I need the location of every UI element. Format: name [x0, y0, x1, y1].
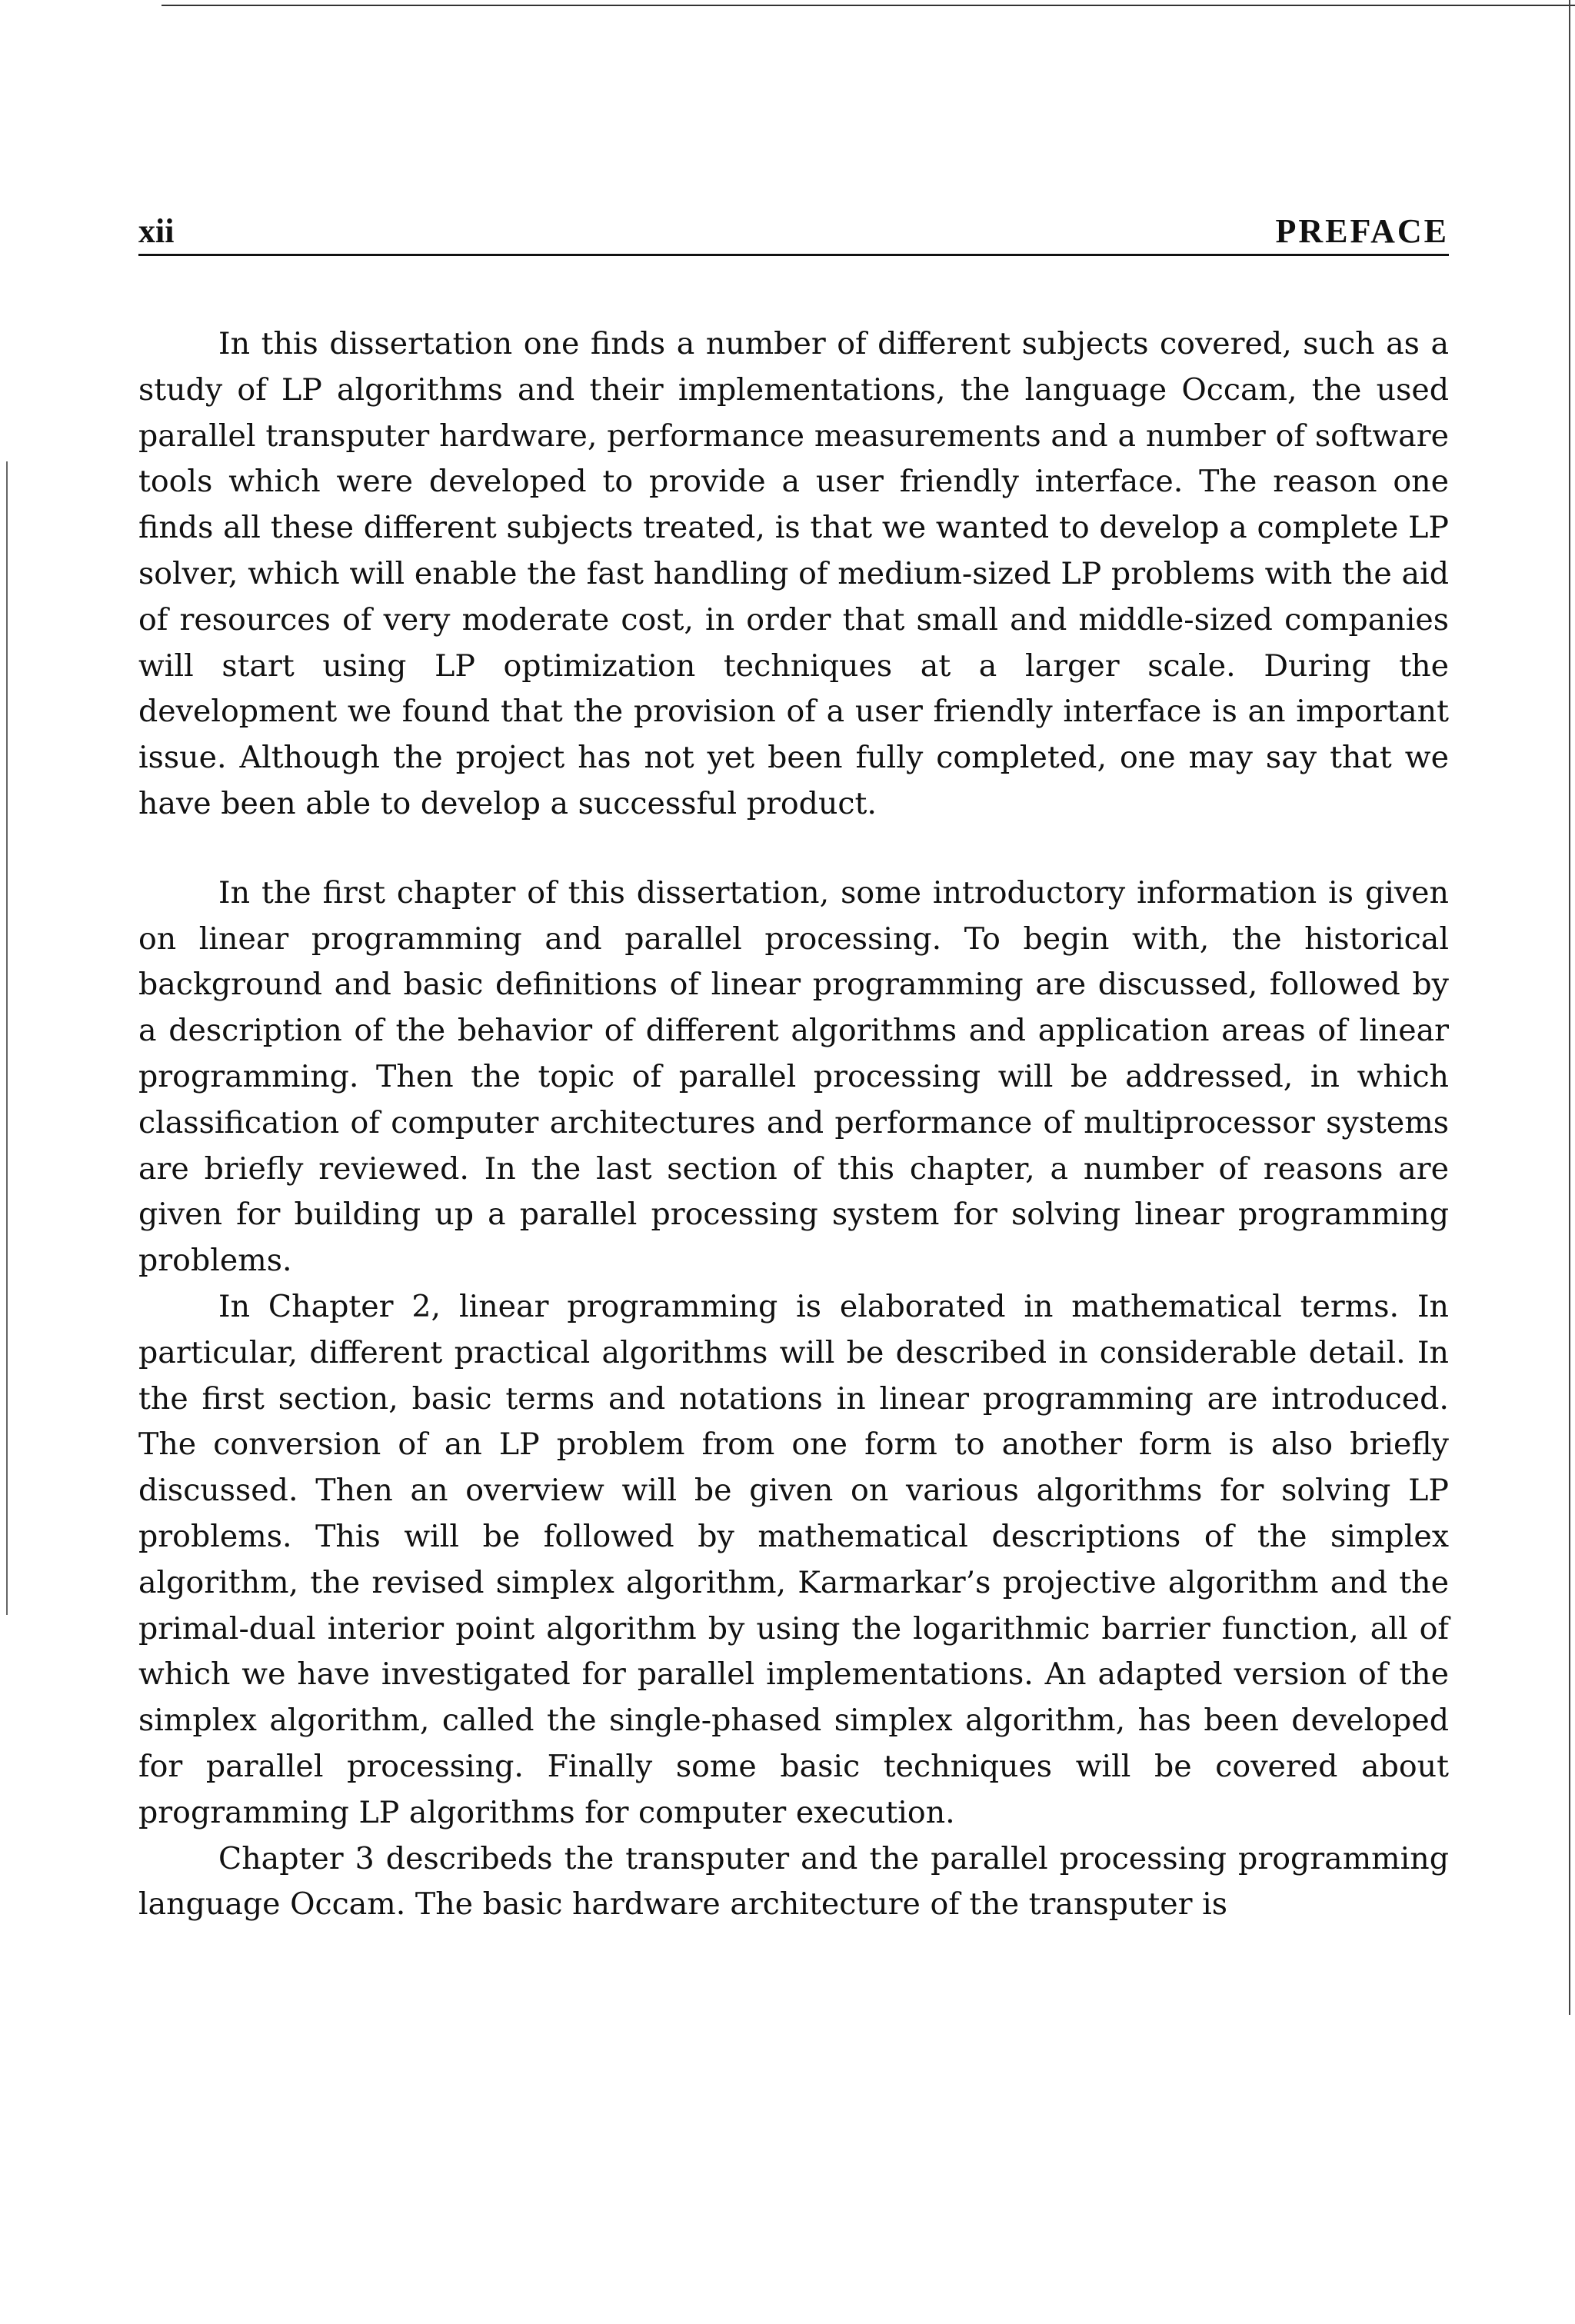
- running-head: PREFACE: [1275, 212, 1449, 250]
- scan-top-edge: [161, 5, 1575, 6]
- paragraph-chapter-2: In Chapter 2, linear programming is elaborated in mathematical terms. In particular, different practical algorithms will be described in considerable detail. In the first section, basic terms and notations in linear programming are introduced. The conversion of an LP problem from one form to another form is also briefly discussed. Then an overview will be given on various algorithms for solving LP problems. This will be followed by mathematical descriptions of the simplex algorithm, the revised simplex algorithm, Karmarkar’s projective algorithm and the primal-dual interior point algorithm by using the logarithmic barrier function, all of which we have investigated for parallel implementations. An adapted version of the simplex algorithm, called the single-phased simplex algorithm, has been developed for parallel processing. Finally some basic techniques will be covered about programming LP algorithms for computer execution.: [138, 1288, 1449, 1830]
- scan-left-edge: [6, 461, 8, 1615]
- page-header: [138, 206, 1449, 256]
- paragraph-chapter-3: Chapter 3 describeds the transputer and the parallel processing programming language Occam. The basic hardware architecture of the transputer is: [138, 1840, 1449, 1923]
- paragraph-intro: In this dissertation one finds a number of different subjects covered, such as a study of LP algorithms and their implementations, the language Occam, the used parallel transputer hardware, performance measurements and a number of software tools which were developed to provide a user friendly interface. The reason one finds all these different subjects treated, is that we wanted to develop a complete LP solver, which will enable the fast handling of medium-sized LP problems with the aid of resources of very moderate cost, in order that small and middle-sized companies will start using LP optimization techniques at a larger scale. During the development we found that the provision of a user friendly interface is an important issue. Although the project has not yet been fully completed, one may say that we have been able to develop a successful product.: [138, 326, 1449, 821]
- body-text: [138, 321, 1449, 1928]
- paragraph-chapter-1: In the first chapter of this dissertation, some introductory information is given on linear programming and parallel processing. To begin with, the historical background and basic definitions of linear programming are discussed, followed by a description of the behavior of different algorithms and application areas of linear programming. Then the topic of parallel processing will be addressed, in which classification of computer architectures and performance of multiprocessor systems are briefly reviewed. In the last section of this chapter, a number of reasons are given for building up a parallel processing system for solving linear programming problems.: [138, 874, 1449, 1279]
- page-number: xii: [138, 212, 175, 250]
- scan-right-edge: [1569, 0, 1570, 2015]
